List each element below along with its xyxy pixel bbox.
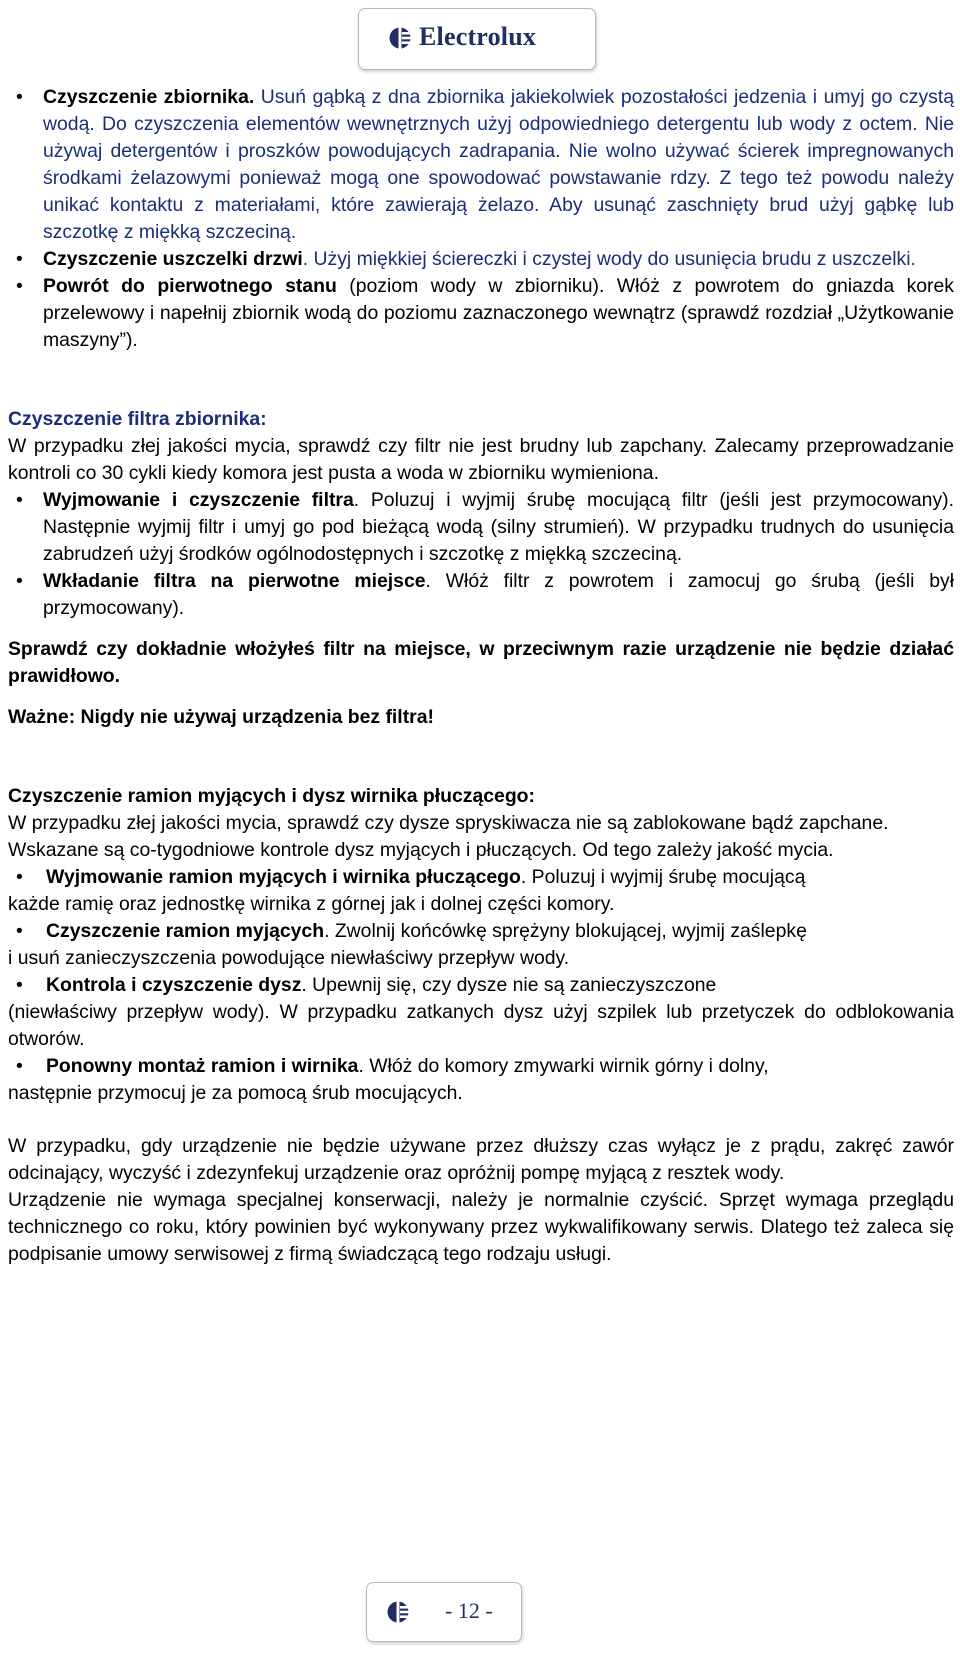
bullet-icon: • — [16, 1055, 23, 1077]
list-item-continuation: każde ramię oraz jednostkę wirnika z górnej jak i dolnej części komory. — [8, 893, 615, 915]
electrolux-logo-icon — [389, 27, 411, 49]
bullet-text: Usuń gąbką z dna zbiornika jakiekolwiek pozostałości jedzenia i umyj go czystą wodą. Do czyszczenia elementów wewnętrznych użyj odpowiedniego detergentu lub wody z octem. Nie używaj detergentów i proszków powodujących zadrapania. Nie wolno używać ścierek impregnowanych środkami żelazowymi ponieważ mogą one spowodować powstawanie rdzy. Z tego też powodu należy unikać kontaktu z materiałami, które zawierają żelazo. Aby usunąć zaschnięty brud użyj gąbkę lub szczotkę z miękką szczeciną. — [43, 86, 955, 243]
page-footer — [366, 1582, 522, 1642]
closing-paragraph-2: Urządzenie nie wymaga specjalnej konserwacji, należy je normalnie czyścić. Sprzęt wymaga przeglądu technicznego co roku, który powinien być wykonywany przez wykwalifikowany serwis. Dlatego też zaleca się podpisanie umowy serwisowej z firmą świadczącą tego rodzaju usługi. — [8, 1189, 954, 1265]
list-item — [8, 273, 954, 354]
bullet-text: . Zwolnij końcówkę sprężyny blokującej, wyjmij zaślepkę — [324, 920, 807, 942]
page-content — [8, 84, 954, 1268]
filter-important: Ważne: Nigdy nie używaj urządzenia bez filtra! — [8, 706, 434, 728]
bullet-icon: • — [16, 920, 23, 942]
list-item-continuation: następnie przymocuj je za pomocą śrub mocujących. — [8, 1082, 463, 1104]
bullet-icon: • — [16, 248, 23, 270]
arms-intro-2: Wskazane są co-tygodniowe kontrole dysz myjących i płuczących. Od tego zależy jakość mycia. — [8, 839, 834, 861]
filter-intro: W przypadku złej jakości mycia, sprawdź czy filtr nie jest brudny lub zapchany. Zalecamy przeprowadzanie kontroli co 30 cykli kiedy komora jest pusta a woda w zbiorniku wymieniona. — [8, 435, 954, 484]
bullet-text: . Upewnij się, czy dysze nie są zanieczyszczone — [301, 974, 717, 996]
bullet-icon: • — [16, 570, 23, 592]
bullet-title: Czyszczenie uszczelki drzwi — [43, 248, 303, 270]
section-heading-filter: Czyszczenie filtra zbiornika: — [8, 408, 267, 430]
list-item — [8, 864, 954, 891]
arms-intro-1: W przypadku złej jakości mycia, sprawdź czy dysze spryskiwacza nie są zablokowane bądź zapchane. — [8, 812, 889, 834]
header-logo — [358, 8, 596, 70]
page-number: - 12 - — [445, 1598, 493, 1623]
list-item-continuation: (niewłaściwy przepływ wody). W przypadku zatkanych dysz użyj szpilek lub przetyczek do odblokowania otworów. — [8, 1001, 954, 1050]
bullet-title: Wyjmowanie i czyszczenie filtra — [43, 489, 354, 511]
bullet-title: Ponowny montaż ramion i wirnika — [46, 1055, 359, 1077]
list-item — [8, 1053, 954, 1080]
brand-name: Electrolux — [419, 22, 537, 51]
bullet-title: Wkładanie filtra na pierwotne miejsce — [43, 570, 426, 592]
section-heading-arms: Czyszczenie ramion myjących i dysz wirnika płuczącego: — [8, 785, 535, 807]
bullet-icon: • — [16, 866, 23, 888]
bullet-text: (poziom wody w zbiorniku). Włóż z powrotem do gniazda korek przelewowy i napełnij zbiornik wodą do poziomu zaznaczonego wewnątrz (sprawdź rozdział „Użytkowanie maszyny”). — [43, 275, 954, 351]
list-item — [8, 918, 954, 945]
list-item — [8, 246, 954, 273]
electrolux-logo-icon — [387, 1601, 409, 1623]
list-item — [8, 84, 954, 246]
list-item — [8, 972, 954, 999]
list-item — [8, 487, 954, 568]
bullet-icon: • — [16, 489, 23, 511]
closing-paragraph-1: W przypadku, gdy urządzenie nie będzie używane przez dłuższy czas wyłącz je z prądu, zakręć zawór odcinający, wyczyść i zdezynfekuj urządzenie oraz opróżnij pompę myjącą z resztek wody. — [8, 1135, 954, 1184]
bullet-title: Czyszczenie ramion myjących — [46, 920, 325, 942]
list-item — [8, 568, 954, 622]
bullet-icon: • — [16, 275, 23, 297]
bullet-title: Kontrola i czyszczenie dysz — [46, 974, 302, 996]
bullet-text: . Poluzuj i wyjmij śrubę mocującą filtr (jeśli jest przymocowany). Następnie wyjmij filtr i umyj go pod bieżącą wodą (silny strumień). W przypadku trudnych do usunięcia zabrudzeń użyj środków ogólnodostępnych i szczotkę z miękką szczeciną. — [43, 489, 955, 565]
filter-warning: Sprawdź czy dokładnie włożyłeś filtr na miejsce, w przeciwnym razie urządzenie nie będzie działać prawidłowo. — [8, 638, 954, 687]
bullet-text: . Włóż filtr z powrotem i zamocuj go śrubą (jeśli był przymocowany). — [43, 570, 954, 619]
bullet-icon: • — [16, 86, 23, 108]
bullet-text: . Włóż do komory zmywarki wirnik górny i dolny, — [358, 1055, 769, 1077]
bullet-title: Wyjmowanie ramion myjących i wirnika płuczącego — [46, 866, 521, 888]
bullet-title: Powrót do pierwotnego stanu — [43, 275, 337, 297]
list-item-continuation: i usuń zanieczyszczenia powodujące niewłaściwy przepływ wody. — [8, 947, 570, 969]
bullet-text: . Użyj miękkiej ściereczki i czystej wody do usunięcia brudu z uszczelki. — [302, 248, 916, 270]
bullet-text: . Poluzuj i wyjmij śrubę mocującą — [520, 866, 806, 888]
bullet-title: Czyszczenie zbiornika. — [43, 86, 255, 108]
bullet-icon: • — [16, 974, 23, 996]
